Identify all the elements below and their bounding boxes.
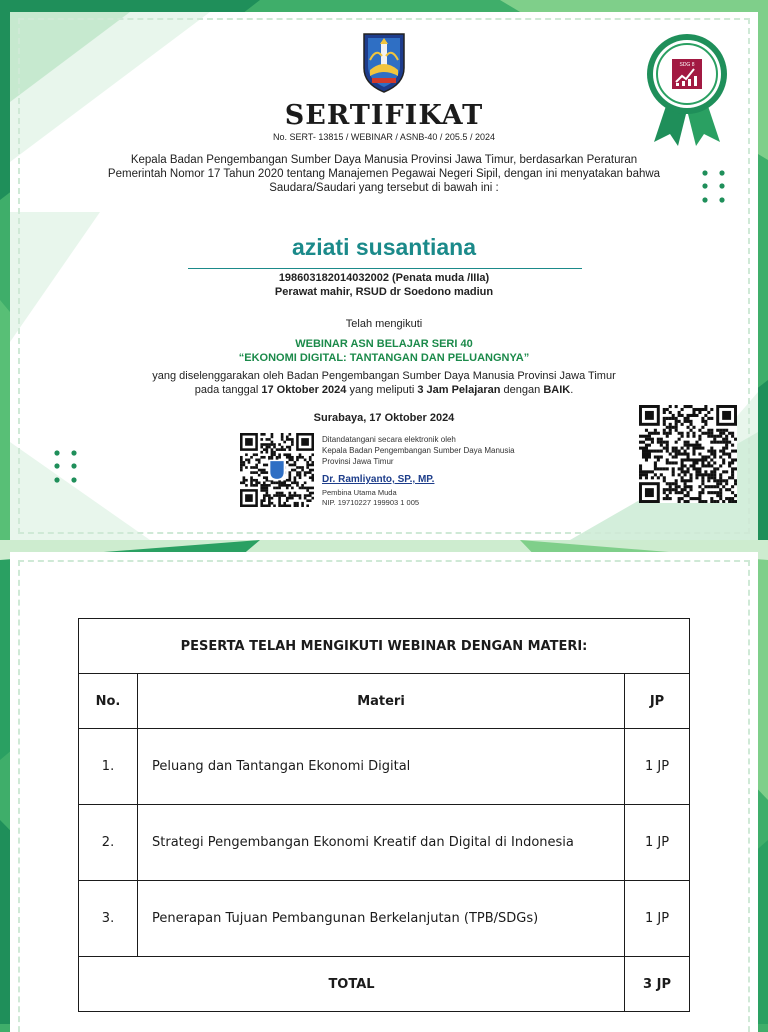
certificate-page	[10, 12, 758, 540]
hours-value: 3 Jam Pelajaran	[417, 384, 501, 396]
date-mid2: dengan	[500, 384, 544, 396]
row-jp: 1 JP	[625, 881, 690, 957]
table-row	[79, 881, 690, 957]
row-materi: Strategi Pengembangan Ekonomi Kreatif dan Digital di Indonesia	[138, 805, 625, 881]
table-title-row	[79, 619, 690, 674]
certificate-number: No. SERT- 13815 / WEBINAR / ASNB-40 / 205.5 / 2024	[273, 132, 495, 142]
table-row	[79, 729, 690, 805]
table-total-row	[79, 957, 690, 1012]
col-materi: Materi	[138, 674, 625, 729]
signed-line-1: Ditandatangani secara elektronik oleh	[322, 435, 456, 444]
sdg-number: SDG 8	[679, 62, 695, 68]
signed-line-2: Kepala Badan Pengembangan Sumber Daya Manusia	[322, 446, 515, 455]
date-mid: yang meliputi	[346, 384, 418, 396]
row-materi: Peluang dan Tantangan Ekonomi Digital	[138, 729, 625, 805]
row-jp: 1 JP	[625, 805, 690, 881]
attended-label: Telah mengikuti	[345, 318, 423, 330]
recipient-job: Perawat mahir, RSUD dr Soedono madiun	[274, 286, 494, 298]
decorative-dots-right	[700, 168, 730, 208]
recipient-name: aziati susantiana	[291, 234, 477, 260]
signer-rank: Pembina Utama Muda	[322, 488, 397, 497]
recipient-nip: 198603182014032002 (Penata muda /IIIa)	[278, 272, 490, 284]
webinar-topic: “EKONOMI DIGITAL: TANTANGAN DAN PELUANGNYA”	[238, 352, 530, 364]
materials-page	[10, 552, 758, 1032]
webinar-series: WEBINAR ASN BELAJAR SERI 40	[295, 338, 473, 350]
row-no: 1.	[79, 729, 138, 805]
signature-qr-code	[240, 433, 314, 507]
row-jp: 1 JP	[625, 729, 690, 805]
total-label: TOTAL	[79, 957, 625, 1012]
event-date: 17 Oktober 2024	[261, 384, 347, 396]
table-header-row	[79, 674, 690, 729]
signer-nip: NIP. 19710227 199903 1 005	[322, 498, 420, 507]
verification-qr-code	[639, 405, 737, 503]
row-no: 2.	[79, 805, 138, 881]
place-date: Surabaya, 17 Oktober 2024	[313, 412, 455, 424]
materials-table	[78, 618, 690, 1012]
grade-value: BAIK	[543, 384, 571, 396]
decorative-dots-left	[52, 448, 82, 488]
organizer-text: yang diselenggarakan oleh Badan Pengembangan Sumber Daya Manusia Provinsi Jawa Timur	[152, 370, 616, 382]
col-no: No.	[79, 674, 138, 729]
date-text	[10, 384, 758, 396]
date-end: .	[570, 384, 574, 396]
signed-line-3: Provinsi Jawa Timur	[322, 457, 394, 466]
row-no: 3.	[79, 881, 138, 957]
certificate-intro: Kepala Badan Pengembangan Sumber Daya Manusia Provinsi Jawa Timur, berdasarkan Peraturan Pemerintah Nomor 17 Tahun 2020 tentang Manajemen Pegawai Negeri Sipil, dengan ini menyatakan bahwa Saudara/Saudari yang tersebut di bawah ini :	[107, 154, 661, 194]
sdg-ribbon-badge-icon	[644, 30, 730, 146]
total-value: 3 JP	[625, 957, 690, 1012]
signature-note	[322, 434, 622, 467]
signer-name: Dr. Ramliyanto, SP., MP.	[322, 474, 435, 485]
table-row	[79, 805, 690, 881]
row-materi: Penerapan Tujuan Pembangunan Berkelanjutan (TPB/SDGs)	[138, 881, 625, 957]
table-title: PESERTA TELAH MENGIKUTI WEBINAR DENGAN MATERI:	[79, 619, 690, 674]
col-jp: JP	[625, 674, 690, 729]
certificate-title: SERTIFIKAT	[284, 100, 484, 131]
name-underline	[188, 268, 582, 269]
east-java-emblem-icon	[360, 30, 408, 94]
date-prefix: pada tanggal	[194, 384, 262, 396]
